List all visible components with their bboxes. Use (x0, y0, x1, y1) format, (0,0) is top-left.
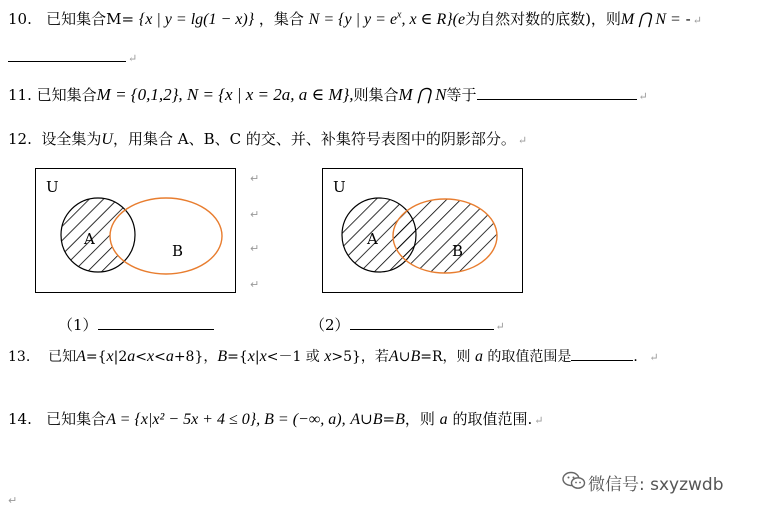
watermark-text: 微信号: sxyzwdb (588, 475, 724, 495)
return-mark: ↵ (638, 90, 648, 103)
venn1-b-label: B (172, 242, 184, 260)
q10-text-1: 已知集合M= (46, 10, 135, 28)
q10-e: (e (452, 11, 466, 28)
question-11 (8, 84, 648, 105)
question-14: 14. 已知集合A = {x|x² − 5x + 4 ≤ 0}, B = (−∞, a), A∪B=B，则 a 的取值范围. ↵ (8, 410, 544, 428)
question-10 (8, 8, 702, 29)
return-mark: ↵ (250, 278, 260, 291)
q11-sets: M = {0,1,2}, N = {x | x = 2a, a ∈ M}, (96, 85, 354, 104)
venn-diagram-2 (322, 168, 525, 294)
venn1-caption: （1） (58, 314, 214, 335)
q11-answer-blank[interactable] (477, 87, 637, 100)
q13-number: 13. (8, 349, 31, 365)
return-mark: ↵ (517, 134, 528, 147)
venn2-b-label: B (452, 242, 464, 260)
q11-intersection: M ⋂ N (398, 85, 447, 104)
return-mark: ↵ (692, 14, 702, 27)
return-mark: ↵ (534, 414, 544, 427)
q10-number: 10. (8, 10, 32, 28)
q10-text-3: 为自然对数的底数)，则 (465, 10, 621, 28)
q13-answer-blank[interactable] (571, 348, 633, 361)
question-13: 13. 已知A={x|2a<x<a+8}，B={x|x<－1 或 x>5}，若A∪B=R，则 a 的取值范围是 ． ↵ (8, 348, 659, 365)
return-mark: ↵ (128, 52, 138, 65)
q11-number: 11. (8, 86, 32, 104)
venn2-a-label: A (367, 230, 378, 248)
return-mark: ↵ (250, 242, 260, 255)
q12-text-2: ，用集合 A、B、C 的交、并、补集符号表图中的阴影部分。 (112, 130, 516, 148)
venn2-caption: （2） ↵ (310, 316, 505, 334)
return-mark: ↵ (495, 320, 505, 333)
q10-set-n: N = {y | $y = e^x$, x ∈ R} (308, 9, 453, 28)
q12-text-1: 设全集为 (41, 130, 102, 148)
q10-answer-blank[interactable] (8, 49, 126, 62)
venn1-a-label: A (84, 230, 95, 248)
q10-text-2: ，集合 (258, 10, 304, 28)
q12-universal: U (101, 131, 113, 148)
q14-sets: A = {x|x² − 5x + 4 ≤ 0}, B = (−∞, a), (106, 411, 346, 428)
return-mark: ↵ (8, 494, 18, 507)
q11-text-2: 则集合 (353, 86, 399, 104)
q11-text-1: 已知集合 (36, 86, 97, 104)
question-12 (8, 128, 527, 149)
q10-intersection: M ⋂ N = (620, 11, 681, 28)
venn2-answer-blank[interactable] (350, 317, 494, 330)
q12-number: 12. (8, 130, 32, 148)
q11-text-3: 等于 (446, 86, 477, 104)
q10-set-m: {x | y = lg(1 − x)} (138, 11, 255, 28)
return-mark: ↵ (250, 172, 260, 185)
venn1-answer-blank[interactable] (98, 317, 214, 330)
q10-answer-line (8, 48, 137, 66)
q14-number: 14. (8, 410, 32, 428)
venn2-u-label: U (333, 178, 346, 196)
return-mark: ↵ (250, 208, 260, 221)
wechat-icon (562, 470, 586, 492)
venn-diagram-1 (35, 168, 238, 294)
venn1-u-label: U (46, 178, 59, 196)
return-mark: ↵ (649, 351, 659, 364)
q10-text-4: - (685, 10, 691, 28)
